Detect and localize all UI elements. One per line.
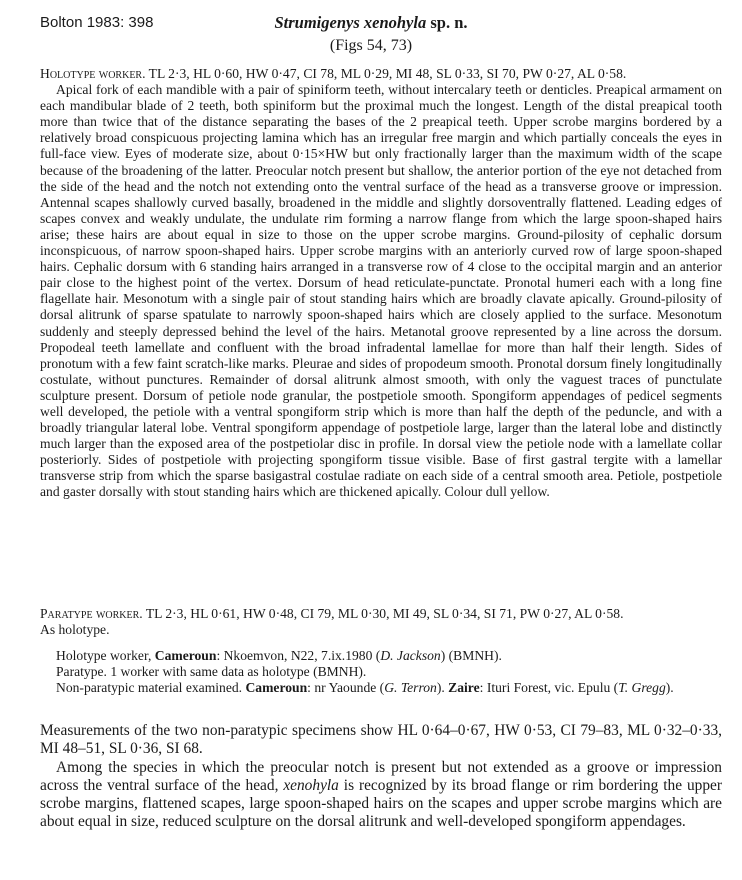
discussion-section: [40, 722, 722, 832]
country: Cameroun: [154, 648, 217, 663]
country: Zaire: [448, 680, 480, 696]
species-comparison: Among the species in which the preocular notch is present but not extended as a groove or impression across the ventral surface of the head, xenohyla is recognized by its broad flange or rim bordering the upper scrobe margins, flattened scapes, large spoon-shaped hairs on the scapes and upper scrobe margins which are about equal in size, reduced sculpture on the dorsal alitrunk and well-developed spongiform appendages.: [40, 758, 722, 831]
paratype-material: Paratype. 1 worker with same data as holotype (BMNH).: [56, 664, 367, 680]
nonparatypic-measurements: Measurements of the two non-paratypic specimens show HL 0·64–0·67, HW 0·53, CI 79–83, ML 0·32–0·33, MI 48–51, SL 0·36, SI 68.: [40, 722, 722, 758]
figure-reference: (Figs 54, 73): [329, 37, 413, 54]
species-name: Strumigenys xenohyla: [274, 13, 427, 32]
holotype-measurements-line: [40, 66, 722, 82]
material-section: [40, 648, 722, 696]
collector: T. Gregg: [618, 680, 666, 696]
paratype-note: As holotype.: [40, 622, 110, 638]
species-suffix: sp. n.: [426, 13, 468, 32]
paratype-measurements: TL 2·3, HL 0·61, HW 0·48, CI 79, ML 0·30, MI 49, SL 0·34, SI 71, PW 0·27, AL 0·58.: [142, 606, 624, 621]
paratype-section: [40, 606, 722, 638]
holotype-description: Apical fork of each mandible with a pair of spiniform teeth, without intercalary teeth or denticles. Preapical armament on each mandibular blade of 2 teeth, both spiniform but the proximal much the longest. Length of the distal preapical tooth more than twice that of the distance separating the bases of the 2 preapical teeth. Upper scrobe margins bordered by a relatively broad conspicuous projecting lamina which has an irregular free margin and which partially conceals the eyes in full-face view. Eyes of moderate size, about 0·15×HW but only fractionally larger than the maximum width of the scape because of the broadening of the latter. Preocular notch present but shallow, the anterior portion of the eye not detached from the side of the head and the notch not extending onto the ventral surface of the head as a transverse groove or impression. Antennal scapes shallowly curved basally, broadened in the middle and slightly dorsoventrally flattened. Leading edges of scapes convex and weakly undulate, the undulate rim forming a narrow flange from which the large spoon-shaped hairs arise; these hairs are about equal in size to those on the upper scrobe margins. Ground-pilosity of cephalic dorsum inconspicuous, of narrow spoon-shaped hairs. Upper scrobe margins with an anteriorly curved row of large spoon-shaped hairs. Cephalic dorsum with 6 standing hairs arranged in a transverse row of 4 close to the occipital margin and an anterior pair close to the highest point of the vertex. Dorsum of head reticulate-punctate. Pronotal humeri each with a long fine flagellate hair. Mesonotum with a single pair of stout standing hairs which are broadly clavate apically. Ground-pilosity of dorsal alitrunk of sparse spatulate to narrowly spoon-shaped hairs which are closely applied to the surface. Mesonotum suddenly and steeply depressed behind the level of the hairs. Metanotal groove represented by a line across the dorsum. Propodeal teeth lamellate and confluent with the broad infradental lamellae for more than half their length. Sides of pronotum with a few faint scratch-like marks. Pleurae and sides of propodeum smooth. Pronotal dorsum finely longitudinally costulate, without punctures. Remainder of dorsal alitrunk almost smooth, with only the vaguest traces of punctulate sculpture present. Dorsum of petiole node granular, the postpetiole smooth. Spongiform appendages of pedicel segments well developed, the petiole with a ventral spongiform strip which is more than half the depth of the peduncle, and with a broadly triangular lateral lobe. Ventral spongiform appendage of postpetiole large, larger than the lateral lobe and distinctly much larger than the exposed area of the postpetiolar disc in profile. In dorsal view the petiole node with a lamellate collar posteriorly. Sides of postpetiole with projecting spongiform tissue visible. Base of first gastral tergite with a lamellar transverse strip from which the sparse basigastral costulae radiate on each side of a central smooth area. Petiole, postpetiole and gaster dorsally with stout standing hairs which are thickened apically. Colour dull yellow.: [40, 82, 722, 500]
species-title: [0, 13, 742, 33]
collector: G. Terron: [384, 680, 437, 696]
paratype-measurements-line: [40, 606, 722, 622]
species-epithet: xenohyla: [283, 776, 339, 794]
citation: Bolton 1983: 398: [40, 14, 154, 31]
country: Cameroun: [245, 680, 308, 696]
holotype-label: Holotype worker.: [40, 66, 146, 81]
nonparatypic-material: Non-paratypic material examined. Cameroun: nr Yaounde (G. Terron). Zaire: Ituri Forest, vic. Epulu (T. Gregg).: [56, 680, 674, 696]
collector: D. Jackson: [380, 648, 441, 663]
holotype-material: Holotype worker, Cameroun: Nkoemvon, N22, 7.ix.1980 (D. Jackson) (BMNH).: [56, 648, 502, 663]
paratype-label: Paratype worker.: [40, 606, 143, 621]
holotype-section: [40, 66, 722, 501]
holotype-measurements: TL 2·3, HL 0·60, HW 0·47, CI 78, ML 0·29, MI 48, SL 0·33, SI 70, PW 0·27, AL 0·58.: [145, 66, 627, 81]
